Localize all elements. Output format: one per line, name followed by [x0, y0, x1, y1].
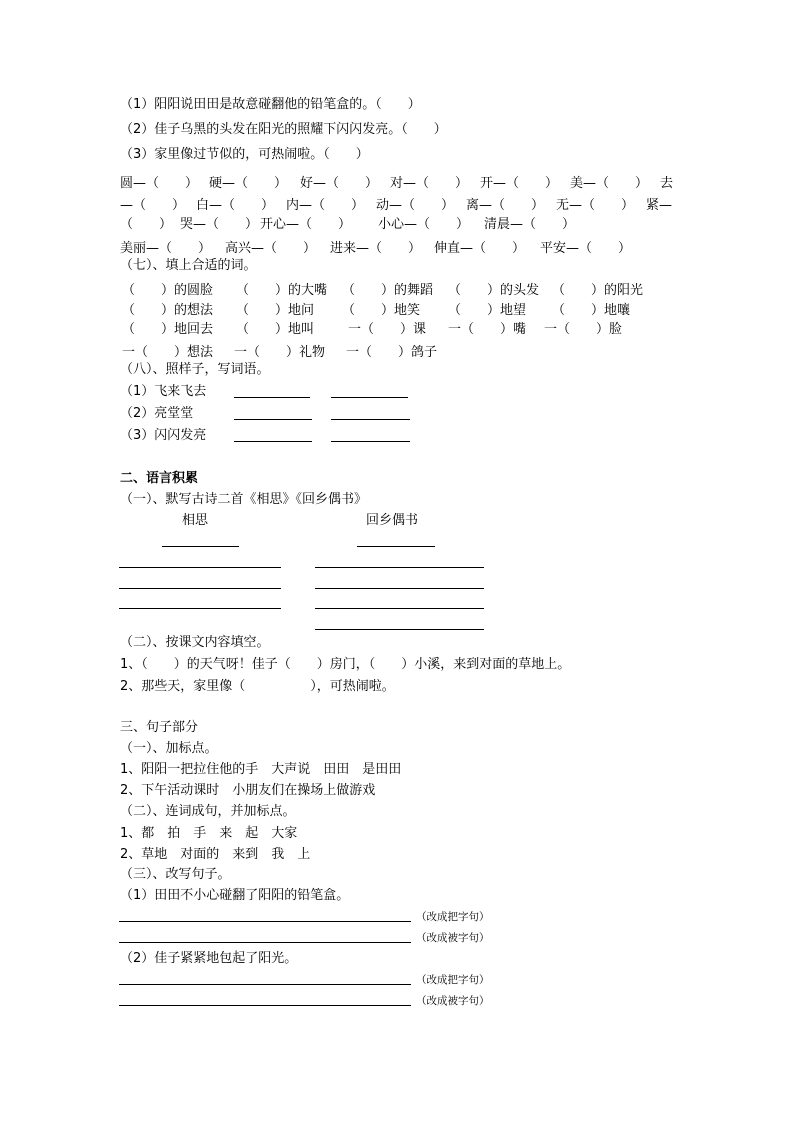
- antonym-item: 平安—（ ）: [540, 241, 632, 256]
- poem-1-title: 相思: [182, 513, 209, 528]
- fill-word-item: 一（ ）想法: [122, 345, 214, 360]
- fill-word-item: 一（ ）嘴: [448, 322, 527, 337]
- antonym-item: 美丽—（ ）: [120, 241, 212, 256]
- text-fill-2: 2、那些天，家里像（ ），可热闹啦。: [120, 679, 395, 694]
- antonym-item: 对—（ ）: [390, 176, 469, 191]
- antonym-item: 高兴—（ ）: [225, 241, 317, 256]
- antonym-item: 进来—（ ）: [330, 241, 422, 256]
- judge-item-2: （2）佳子乌黑的头发在阳光的照耀下闪闪发亮。（ ）: [120, 122, 447, 137]
- fill-word-item: （ ）的圆脸: [122, 283, 214, 298]
- answer-line[interactable]: [234, 441, 312, 442]
- fill-word-item: （ ）的阳光: [552, 283, 644, 298]
- antonym-item: 离—（ ）: [466, 198, 545, 213]
- fill-word-item: 一（ ）脸: [544, 322, 623, 337]
- fill-word-item: 一（ ）鸽子: [346, 345, 438, 360]
- antonym-item: 圆—（ ）: [120, 176, 199, 191]
- poem-line[interactable]: [119, 567, 281, 568]
- rewrite-answer-line[interactable]: [119, 1005, 411, 1006]
- answer-line[interactable]: [331, 419, 410, 420]
- order-heading: （二）、连词成句，并加标点。: [120, 804, 296, 819]
- punct-item-1: 1、阳阳一把拉住他的手 大声说 田田 是田田: [120, 762, 402, 777]
- answer-line[interactable]: [331, 441, 410, 442]
- punct-item-2: 2、下午活动课时 小朋友们在操场上做游戏: [120, 783, 376, 798]
- poem-heading: （一）、默写古诗二首《相思》《回乡偶书》: [120, 492, 368, 507]
- answer-line[interactable]: [234, 397, 310, 398]
- fill-word-item: （ ）地叫: [236, 322, 315, 337]
- text-fill-1: 1、（ ）的天气呀！佳子（ ）房门，（ ）小溪，来到对面的草地上。: [120, 657, 571, 672]
- rewrite-answer-line[interactable]: [119, 942, 411, 943]
- imitate-item-1: （1）飞来飞去: [120, 384, 207, 399]
- fill-word-item: （ ）地望: [448, 303, 527, 318]
- antonym-item: （ ）: [120, 217, 173, 232]
- antonym-item: 好—（ ）: [300, 176, 379, 191]
- antonym-item: 去: [660, 176, 674, 191]
- antonym-item: 哭—（ ）: [180, 217, 259, 232]
- fill-word-item: 一（ ）课: [348, 322, 427, 337]
- poem-line[interactable]: [119, 588, 281, 589]
- ba-label: （改成把字句）: [416, 911, 490, 923]
- fill-word-item: （ ）的大嘴: [236, 283, 328, 298]
- antonym-item: 开心—（ ）: [260, 217, 352, 232]
- answer-line[interactable]: [331, 397, 408, 398]
- section-3-title: 三、句子部分: [120, 720, 199, 735]
- rewrite-answer-line[interactable]: [119, 921, 411, 922]
- imitate-item-2: （2）亮堂堂: [120, 406, 194, 421]
- punct-heading: （一）、加标点。: [120, 741, 218, 756]
- antonym-item: 动—（ ）: [376, 198, 455, 213]
- antonym-item: 紧—: [646, 198, 673, 213]
- imitate-heading: （八）、照样子，写词语。: [120, 362, 270, 377]
- fill-word-item: （ ）地笑: [342, 303, 421, 318]
- bei-label: （改成被字句）: [416, 995, 490, 1007]
- bei-label: （改成被字句）: [416, 932, 490, 944]
- fill-word-item: （ ）的头发: [448, 283, 540, 298]
- antonym-item: 硬—（ ）: [209, 176, 288, 191]
- antonym-item: 清晨—（ ）: [484, 217, 576, 232]
- fill-word-item: （ ）的舞蹈: [342, 283, 434, 298]
- imitate-item-3: （3）闪闪发亮: [120, 428, 207, 443]
- fill-word-item: 一（ ）礼物: [234, 345, 326, 360]
- rewrite-answer-line[interactable]: [119, 984, 411, 985]
- ba-label: （改成把字句）: [416, 974, 490, 986]
- poem-line[interactable]: [315, 629, 484, 630]
- poem-line[interactable]: [119, 608, 281, 609]
- rewrite-item-2: （2）佳子紧紧地包起了阳光。: [120, 951, 298, 966]
- order-item-1: 1、都 拍 手 来 起 大家: [120, 826, 298, 841]
- judge-item-1: （1）阳阳说田田是故意碰翻他的铅笔盒的。（ ）: [120, 97, 421, 112]
- antonym-item: 伸直—（ ）: [434, 241, 526, 256]
- fill-word-item: （ ）的想法: [122, 303, 214, 318]
- section-2-title: 二、语言积累: [120, 471, 199, 486]
- antonym-item: 无—（ ）: [556, 198, 635, 213]
- antonym-item: 美—（ ）: [570, 176, 649, 191]
- poem-2-title: 回乡偶书: [366, 513, 419, 528]
- poem-line[interactable]: [315, 588, 484, 589]
- rewrite-item-1: （1）田田不小心碰翻了阳阳的铅笔盒。: [120, 888, 350, 903]
- poem-line[interactable]: [315, 608, 484, 609]
- antonym-item: 小心—（ ）: [378, 217, 470, 232]
- fill-words-heading: （七）、填上合适的词。: [120, 258, 257, 273]
- antonym-item: 开—（ ）: [480, 176, 559, 191]
- author-line-2[interactable]: [357, 546, 435, 547]
- text-fill-heading: （二）、按课文内容填空。: [120, 635, 270, 650]
- antonym-item: 白—（ ）: [196, 198, 275, 213]
- poem-line[interactable]: [315, 567, 484, 568]
- fill-word-item: （ ）地回去: [122, 322, 214, 337]
- fill-word-item: （ ）地问: [236, 303, 315, 318]
- antonym-item: 内—（ ）: [286, 198, 365, 213]
- answer-line[interactable]: [234, 419, 312, 420]
- rewrite-heading: （三）、改写句子。: [120, 867, 231, 882]
- author-line-1[interactable]: [162, 546, 239, 547]
- judge-item-3: （3）家里像过节似的，可热闹啦。（ ）: [120, 147, 369, 162]
- fill-word-item: （ ）地嚷: [552, 303, 631, 318]
- antonym-item: —（ ）: [120, 198, 186, 213]
- order-item-2: 2、草地 对面的 来到 我 上: [120, 847, 311, 862]
